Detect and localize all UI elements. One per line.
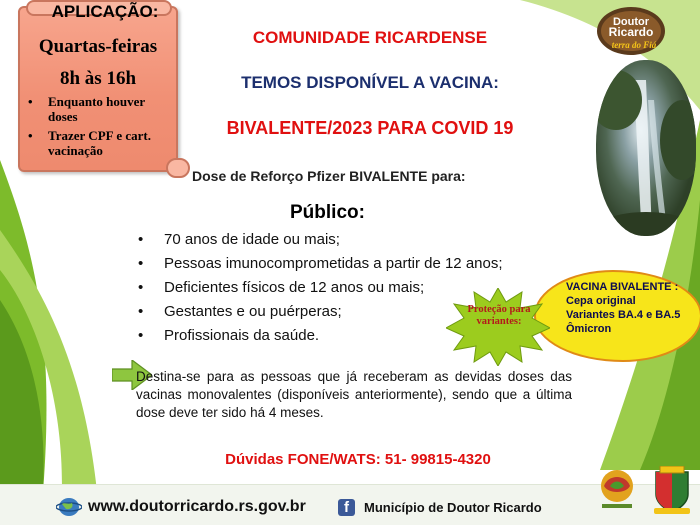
- coat-of-arms-icon: [650, 466, 694, 516]
- bivalente-badge-text: [566, 280, 700, 336]
- website-link[interactable]: www.doutorricardo.rs.gov.br: [88, 498, 306, 515]
- publico-item: • 70 anos de idade ou mais;: [138, 228, 578, 252]
- municipio-label: Município de Doutor Ricardo: [364, 500, 542, 515]
- publico-item: • Gestantes e ou puérperas;: [138, 300, 578, 324]
- facebook-letter-icon: f: [344, 499, 349, 516]
- logo-line2: Ricardo: [608, 25, 654, 39]
- bivalente-line: Variantes BA.4 e BA.5: [566, 309, 681, 321]
- publico-item: • Profissionais da saúde.: [138, 324, 578, 348]
- bivalente-line: Cepa original: [566, 295, 636, 307]
- vaccine-heading: BIVALENTE/2023 PARA COVID 19: [226, 118, 514, 138]
- destina-paragraph: Destina-se para as pessoas que já receberam as devidas doses das vacinas monovalentes (disponíveis anteriormente), sendo que a última dose deve ter sido há 4 meses.: [136, 369, 572, 420]
- globe-icon: [56, 496, 82, 518]
- waterfall-image: [596, 60, 696, 236]
- application-note: • Enquanto houver doses: [26, 94, 176, 124]
- community-heading: COMUNIDADE RICARDENSE: [252, 28, 488, 47]
- application-note: • Trazer CPF e cart. vacinação: [26, 128, 176, 158]
- logo-tagline: terra do Fiá: [611, 40, 657, 50]
- bivalente-line: Ômicron: [566, 323, 612, 335]
- publico-item: • Deficientes físicos de 12 anos ou mais;: [138, 276, 578, 300]
- publico-title: Público:: [290, 202, 365, 223]
- application-title: APLICAÇÃO:: [51, 2, 159, 21]
- application-day: Quartas-feiras: [38, 36, 158, 57]
- publico-item: • Pessoas imunocomprometidas a partir de 12 anos;: [138, 252, 578, 276]
- doutor-ricardo-logo: [594, 4, 668, 58]
- logo-line1: Doutor: [612, 16, 650, 28]
- booster-subtitle: Dose de Reforço Pfizer BIVALENTE para:: [192, 168, 466, 184]
- available-heading: TEMOS DISPONÍVEL A VACINA:: [241, 73, 499, 92]
- protection-text: Proteção para variantes:: [467, 304, 531, 327]
- application-hours: 8h às 16h: [59, 68, 137, 89]
- contact-phone: Dúvidas FONE/WATS: 51- 99815-4320: [225, 451, 491, 468]
- municipal-logo-icon: [596, 468, 638, 512]
- application-notes: [26, 94, 176, 162]
- bivalente-line: VACINA BIVALENTE :: [566, 281, 679, 293]
